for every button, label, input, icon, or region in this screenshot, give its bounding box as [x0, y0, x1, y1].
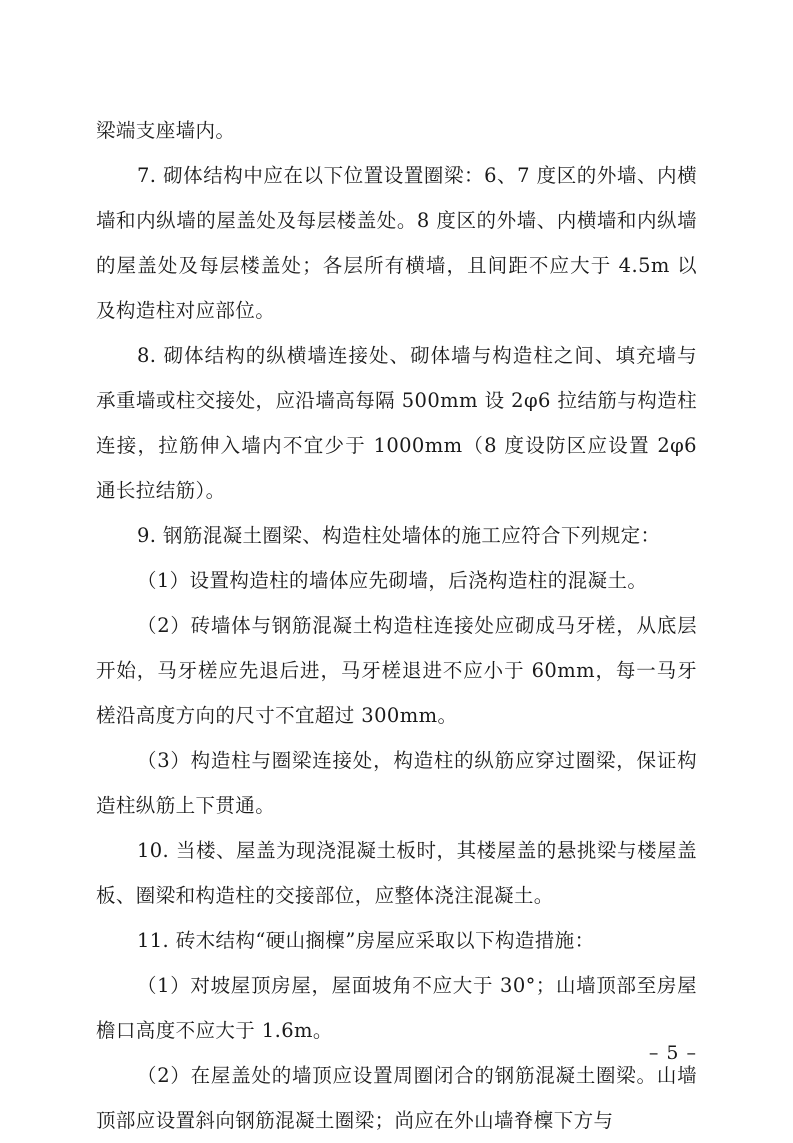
document-body	[96, 108, 697, 1143]
page-number: – 5 –	[648, 1042, 697, 1064]
paragraph-item-11: 11. 砖木结构“硬山搁檁”房屋应采取以下构造措施：	[136, 929, 595, 952]
paragraph-item-11-2: （2）在屋盖处的墙顶应设置周圈闭合的钢筋混凝土圈梁。山墙顶部应设置斜向钢筋混凝土圈梁；尚应在外山墙脊檁下方与	[96, 1064, 697, 1132]
paragraph-item-8: 8. 砌体结构的纵横墙连接处、砌体墙与构造柱之间、填充墙与承重墙或柱交接处，应沿墙高每隔 500mm 设 2φ6 拉结筋与构造柱连接，拉筋伸入墙内不宜少于 1000mm（8 度设防区应设置 2φ6 通长拉结筋）。	[96, 344, 697, 502]
paragraph-item-11-1: （1）对坡屋顶房屋，屋面坡角不应大于 30°；山墙顶部至房屋檐口高度不应大于 1.6m。	[96, 974, 697, 1042]
paragraph-item-9-1: （1）设置构造柱的墙体应先砌墙，后浇构造柱的混凝土。	[136, 569, 648, 592]
paragraph-item-10: 10. 当楼、屋盖为现浇混凝土板时，其楼屋盖的悬挑梁与楼屋盖板、圈梁和构造柱的交接部位，应整体浇注混凝土。	[96, 839, 697, 907]
paragraph-item-7: 7. 砌体结构中应在以下位置设置圈梁：6、7 度区的外墙、内横墙和内纵墙的屋盖处及每层楼盖处。8 度区的外墙、内横墙和内纵墙的屋盖处及每层楼盖处；各层所有横墙，且间距不应大于 4.5m 以及构造柱对应部位。	[96, 164, 697, 322]
paragraph-continuation: 梁端支座墙内。	[96, 119, 236, 142]
paragraph-item-9-3: （3）构造柱与圈梁连接处，构造柱的纵筋应穿过圈梁，保证构造柱纵筋上下贯通。	[96, 749, 697, 817]
paragraph-item-9-2: （2）砖墙体与钢筋混凝土构造柱连接处应砌成马牙槎，从底层开始，马牙槎应先退后进，马牙槎退进不应小于 60mm，每一马牙槎沿高度方向的尺寸不宜超过 300mm。	[96, 614, 697, 727]
paragraph-item-9: 9. 钢筋混凝土圈梁、构造柱处墙体的施工应符合下列规定：	[136, 524, 661, 547]
